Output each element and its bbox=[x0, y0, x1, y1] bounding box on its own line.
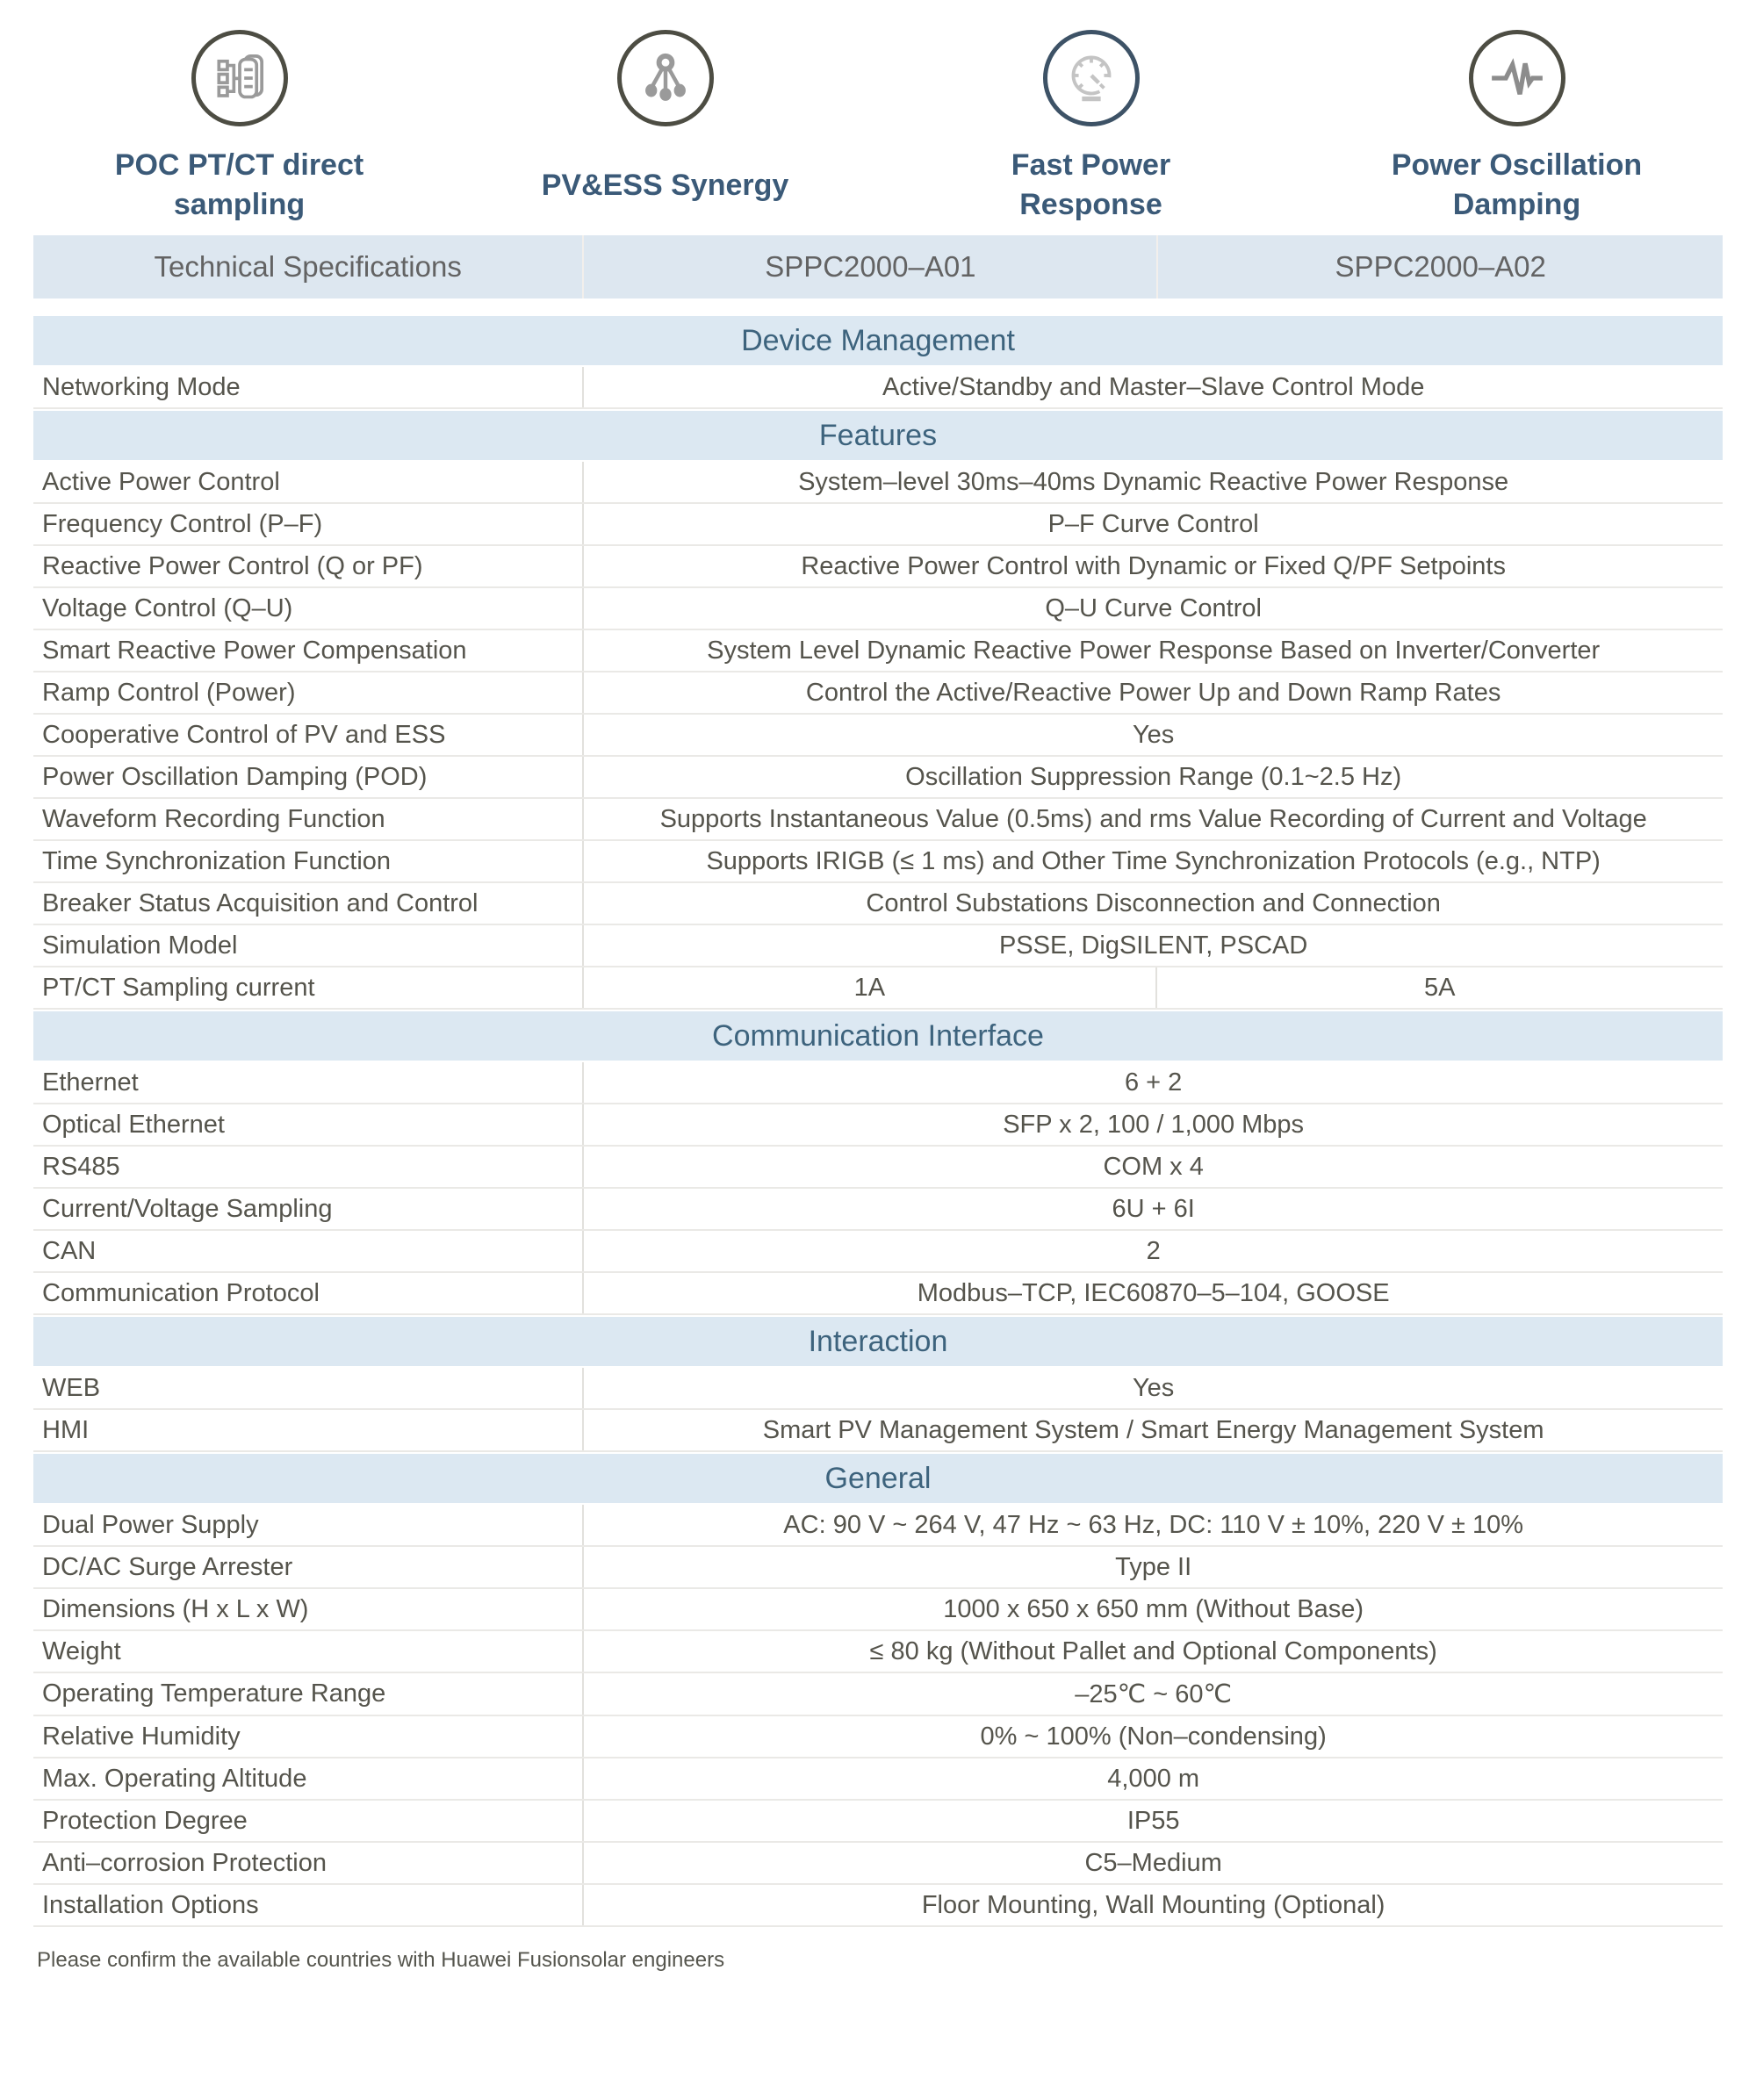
spec-value: Yes bbox=[582, 1368, 1723, 1408]
device-tree-icon bbox=[191, 30, 288, 126]
spec-value: –25℃ ~ 60℃ bbox=[582, 1673, 1723, 1715]
spec-value: Modbus–TCP, IEC60870–5–104, GOOSE bbox=[582, 1273, 1723, 1313]
spec-table-body bbox=[33, 316, 1723, 1927]
spec-label: Weight bbox=[42, 1636, 121, 1665]
spec-label: DC/AC Surge Arrester bbox=[42, 1552, 293, 1581]
spec-value: Smart PV Management System / Smart Energy Management System bbox=[582, 1410, 1723, 1450]
spec-value: System–level 30ms–40ms Dynamic Reactive Power Response bbox=[582, 462, 1723, 502]
spec-label: Ramp Control (Power) bbox=[42, 678, 296, 707]
spec-row-breaker-status-acquisition-and-control bbox=[33, 883, 1723, 925]
spec-label: Active Power Control bbox=[42, 467, 280, 496]
spec-label: WEB bbox=[42, 1373, 101, 1402]
spec-row-protection-degree bbox=[33, 1801, 1723, 1843]
spec-label: Anti–corrosion Protection bbox=[42, 1848, 327, 1877]
section-header-features: Features bbox=[33, 411, 1723, 460]
spec-label: Frequency Control (P–F) bbox=[42, 509, 323, 538]
spec-label: Ethernet bbox=[42, 1068, 139, 1097]
spec-label: Networking Mode bbox=[42, 372, 241, 401]
spec-value: System Level Dynamic Reactive Power Response Based on Inverter/Converter bbox=[582, 630, 1723, 671]
header-cell-model-a01: SPPC2000–A01 bbox=[582, 235, 1156, 298]
spec-value: Reactive Power Control with Dynamic or Fixed Q/PF Setpoints bbox=[582, 546, 1723, 586]
network-nodes-icon bbox=[617, 30, 714, 126]
spec-row-max-operating-altitude bbox=[33, 1758, 1723, 1801]
section-header-communication-interface: Communication Interface bbox=[33, 1011, 1723, 1061]
spec-value: Yes bbox=[582, 715, 1723, 755]
spec-value: P–F Curve Control bbox=[582, 504, 1723, 544]
spec-row-dimensions-h-x-l-x-w bbox=[33, 1589, 1723, 1631]
spec-row-operating-temperature-range bbox=[33, 1673, 1723, 1716]
spec-row-ethernet bbox=[33, 1062, 1723, 1104]
spec-row-dc-ac-surge-arrester bbox=[33, 1547, 1723, 1589]
pulse-icon bbox=[1469, 30, 1565, 126]
spec-label: Communication Protocol bbox=[42, 1278, 320, 1307]
spec-row-can bbox=[33, 1231, 1723, 1273]
spec-value: Floor Mounting, Wall Mounting (Optional) bbox=[582, 1885, 1723, 1925]
spec-label: Max. Operating Altitude bbox=[42, 1764, 307, 1793]
spec-value: 1000 x 650 x 650 mm (Without Base) bbox=[582, 1589, 1723, 1629]
spec-value: Control Substations Disconnection and Connection bbox=[582, 883, 1723, 924]
spec-row-networking-mode bbox=[33, 367, 1723, 409]
spec-value: Type II bbox=[582, 1547, 1723, 1587]
spec-row-current-voltage-sampling bbox=[33, 1189, 1723, 1231]
spec-row-simulation-model bbox=[33, 925, 1723, 967]
feature-label: POC PT/CT direct sampling bbox=[114, 148, 364, 221]
spec-label: Waveform Recording Function bbox=[42, 804, 385, 833]
spec-value: 0% ~ 100% (Non–condensing) bbox=[582, 1716, 1723, 1757]
spec-row-smart-reactive-power-compensation bbox=[33, 630, 1723, 672]
spec-row-cooperative-control-of-pv-and-ess bbox=[33, 715, 1723, 757]
spec-value: 2 bbox=[582, 1231, 1723, 1271]
spec-row-hmi bbox=[33, 1410, 1723, 1452]
spec-value: AC: 90 V ~ 264 V, 47 Hz ~ 63 Hz, DC: 110 V ± 10%, 220 V ± 10% bbox=[582, 1505, 1723, 1545]
spec-label: Relative Humidity bbox=[42, 1722, 241, 1751]
spec-label: Installation Options bbox=[42, 1890, 259, 1919]
spec-value: 6 + 2 bbox=[582, 1062, 1723, 1103]
spec-table bbox=[33, 235, 1723, 1927]
section-header-interaction: Interaction bbox=[33, 1317, 1723, 1366]
spec-row-power-oscillation-damping-pod bbox=[33, 757, 1723, 799]
footnote: Please confirm the available countries with Huawei Fusionsolar engineers bbox=[37, 1948, 725, 1972]
spec-value: Oscillation Suppression Range (0.1~2.5 Hz) bbox=[582, 757, 1723, 797]
spec-row-relative-humidity bbox=[33, 1716, 1723, 1758]
spec-row-installation-options bbox=[33, 1885, 1723, 1927]
spec-row-anti-corrosion-protection bbox=[33, 1843, 1723, 1885]
spec-row-voltage-control-q-u bbox=[33, 588, 1723, 630]
spec-label: PT/CT Sampling current bbox=[42, 973, 315, 1002]
feature-label: PV&ESS Synergy bbox=[541, 168, 789, 202]
spec-label: HMI bbox=[42, 1415, 90, 1444]
spec-row-reactive-power-control-q-or-pf bbox=[33, 546, 1723, 588]
spec-label: Dual Power Supply bbox=[42, 1510, 259, 1539]
spec-label: CAN bbox=[42, 1236, 97, 1265]
spec-label: Dimensions (H x L x W) bbox=[42, 1594, 309, 1623]
spec-label: Breaker Status Acquisition and Control bbox=[42, 888, 479, 917]
spec-table-header bbox=[33, 235, 1723, 298]
spec-value: PSSE, DigSILENT, PSCAD bbox=[582, 925, 1723, 966]
spec-row-web bbox=[33, 1368, 1723, 1410]
spec-label: Time Synchronization Function bbox=[42, 846, 392, 875]
spec-row-frequency-control-p-f bbox=[33, 504, 1723, 546]
spec-row-optical-ethernet bbox=[33, 1104, 1723, 1147]
spec-label: Cooperative Control of PV and ESS bbox=[42, 720, 446, 749]
spec-value: C5–Medium bbox=[582, 1843, 1723, 1883]
feature-label: Fast Power Response bbox=[1011, 148, 1171, 221]
gauge-icon bbox=[1043, 30, 1140, 126]
feature-highlights bbox=[0, 0, 1756, 232]
spec-label: Simulation Model bbox=[42, 931, 238, 960]
spec-label: Protection Degree bbox=[42, 1806, 248, 1835]
feature-poc-sampling bbox=[26, 30, 452, 232]
spec-value: Supports IRIGB (≤ 1 ms) and Other Time Synchronization Protocols (e.g., NTP) bbox=[582, 841, 1723, 881]
spec-value: COM x 4 bbox=[582, 1147, 1723, 1187]
spec-value: Active/Standby and Master–Slave Control Mode bbox=[582, 367, 1723, 407]
spec-value: Q–U Curve Control bbox=[582, 588, 1723, 629]
spec-row-communication-protocol bbox=[33, 1273, 1723, 1315]
spec-label: Smart Reactive Power Compensation bbox=[42, 636, 467, 665]
spec-label: Power Oscillation Damping (POD) bbox=[42, 762, 428, 791]
header-cell-title: Technical Specifications bbox=[154, 250, 462, 283]
feature-pv-ess-synergy bbox=[452, 30, 878, 232]
spec-label: Current/Voltage Sampling bbox=[42, 1194, 333, 1223]
spec-row-active-power-control bbox=[33, 462, 1723, 504]
spec-value: IP55 bbox=[582, 1801, 1723, 1841]
spec-label: Optical Ethernet bbox=[42, 1110, 225, 1139]
feature-label: Power Oscillation Damping bbox=[1391, 148, 1643, 221]
spec-value: Control the Active/Reactive Power Up and Down Ramp Rates bbox=[582, 672, 1723, 713]
spec-value: 4,000 m bbox=[582, 1758, 1723, 1799]
spec-row-rs485 bbox=[33, 1147, 1723, 1189]
spec-value-col1: 1A bbox=[582, 967, 1155, 1008]
spec-row-waveform-recording-function bbox=[33, 799, 1723, 841]
spec-row-weight bbox=[33, 1631, 1723, 1673]
spec-label: Voltage Control (Q–U) bbox=[42, 593, 293, 622]
spec-row-dual-power-supply bbox=[33, 1505, 1723, 1547]
spec-value-col2: 5A bbox=[1155, 967, 1723, 1008]
header-cell-model-a02: SPPC2000–A02 bbox=[1156, 235, 1723, 298]
spec-row-pt-ct-sampling-current bbox=[33, 967, 1723, 1010]
spec-row-time-synchronization-function bbox=[33, 841, 1723, 883]
spec-label: Reactive Power Control (Q or PF) bbox=[42, 551, 423, 580]
spec-row-ramp-control-power bbox=[33, 672, 1723, 715]
feature-fast-power-response bbox=[878, 30, 1304, 232]
spec-label: Operating Temperature Range bbox=[42, 1679, 386, 1708]
spec-value: Supports Instantaneous Value (0.5ms) and rms Value Recording of Current and Voltage bbox=[582, 799, 1723, 839]
spec-value: ≤ 80 kg (Without Pallet and Optional Components) bbox=[582, 1631, 1723, 1672]
spec-value: SFP x 2, 100 / 1,000 Mbps bbox=[582, 1104, 1723, 1145]
spec-label: RS485 bbox=[42, 1152, 120, 1181]
section-header-general: General bbox=[33, 1454, 1723, 1503]
spec-value: 6U + 6I bbox=[582, 1189, 1723, 1229]
section-header-device-management: Device Management bbox=[33, 316, 1723, 365]
feature-power-oscillation-damping bbox=[1304, 30, 1730, 232]
